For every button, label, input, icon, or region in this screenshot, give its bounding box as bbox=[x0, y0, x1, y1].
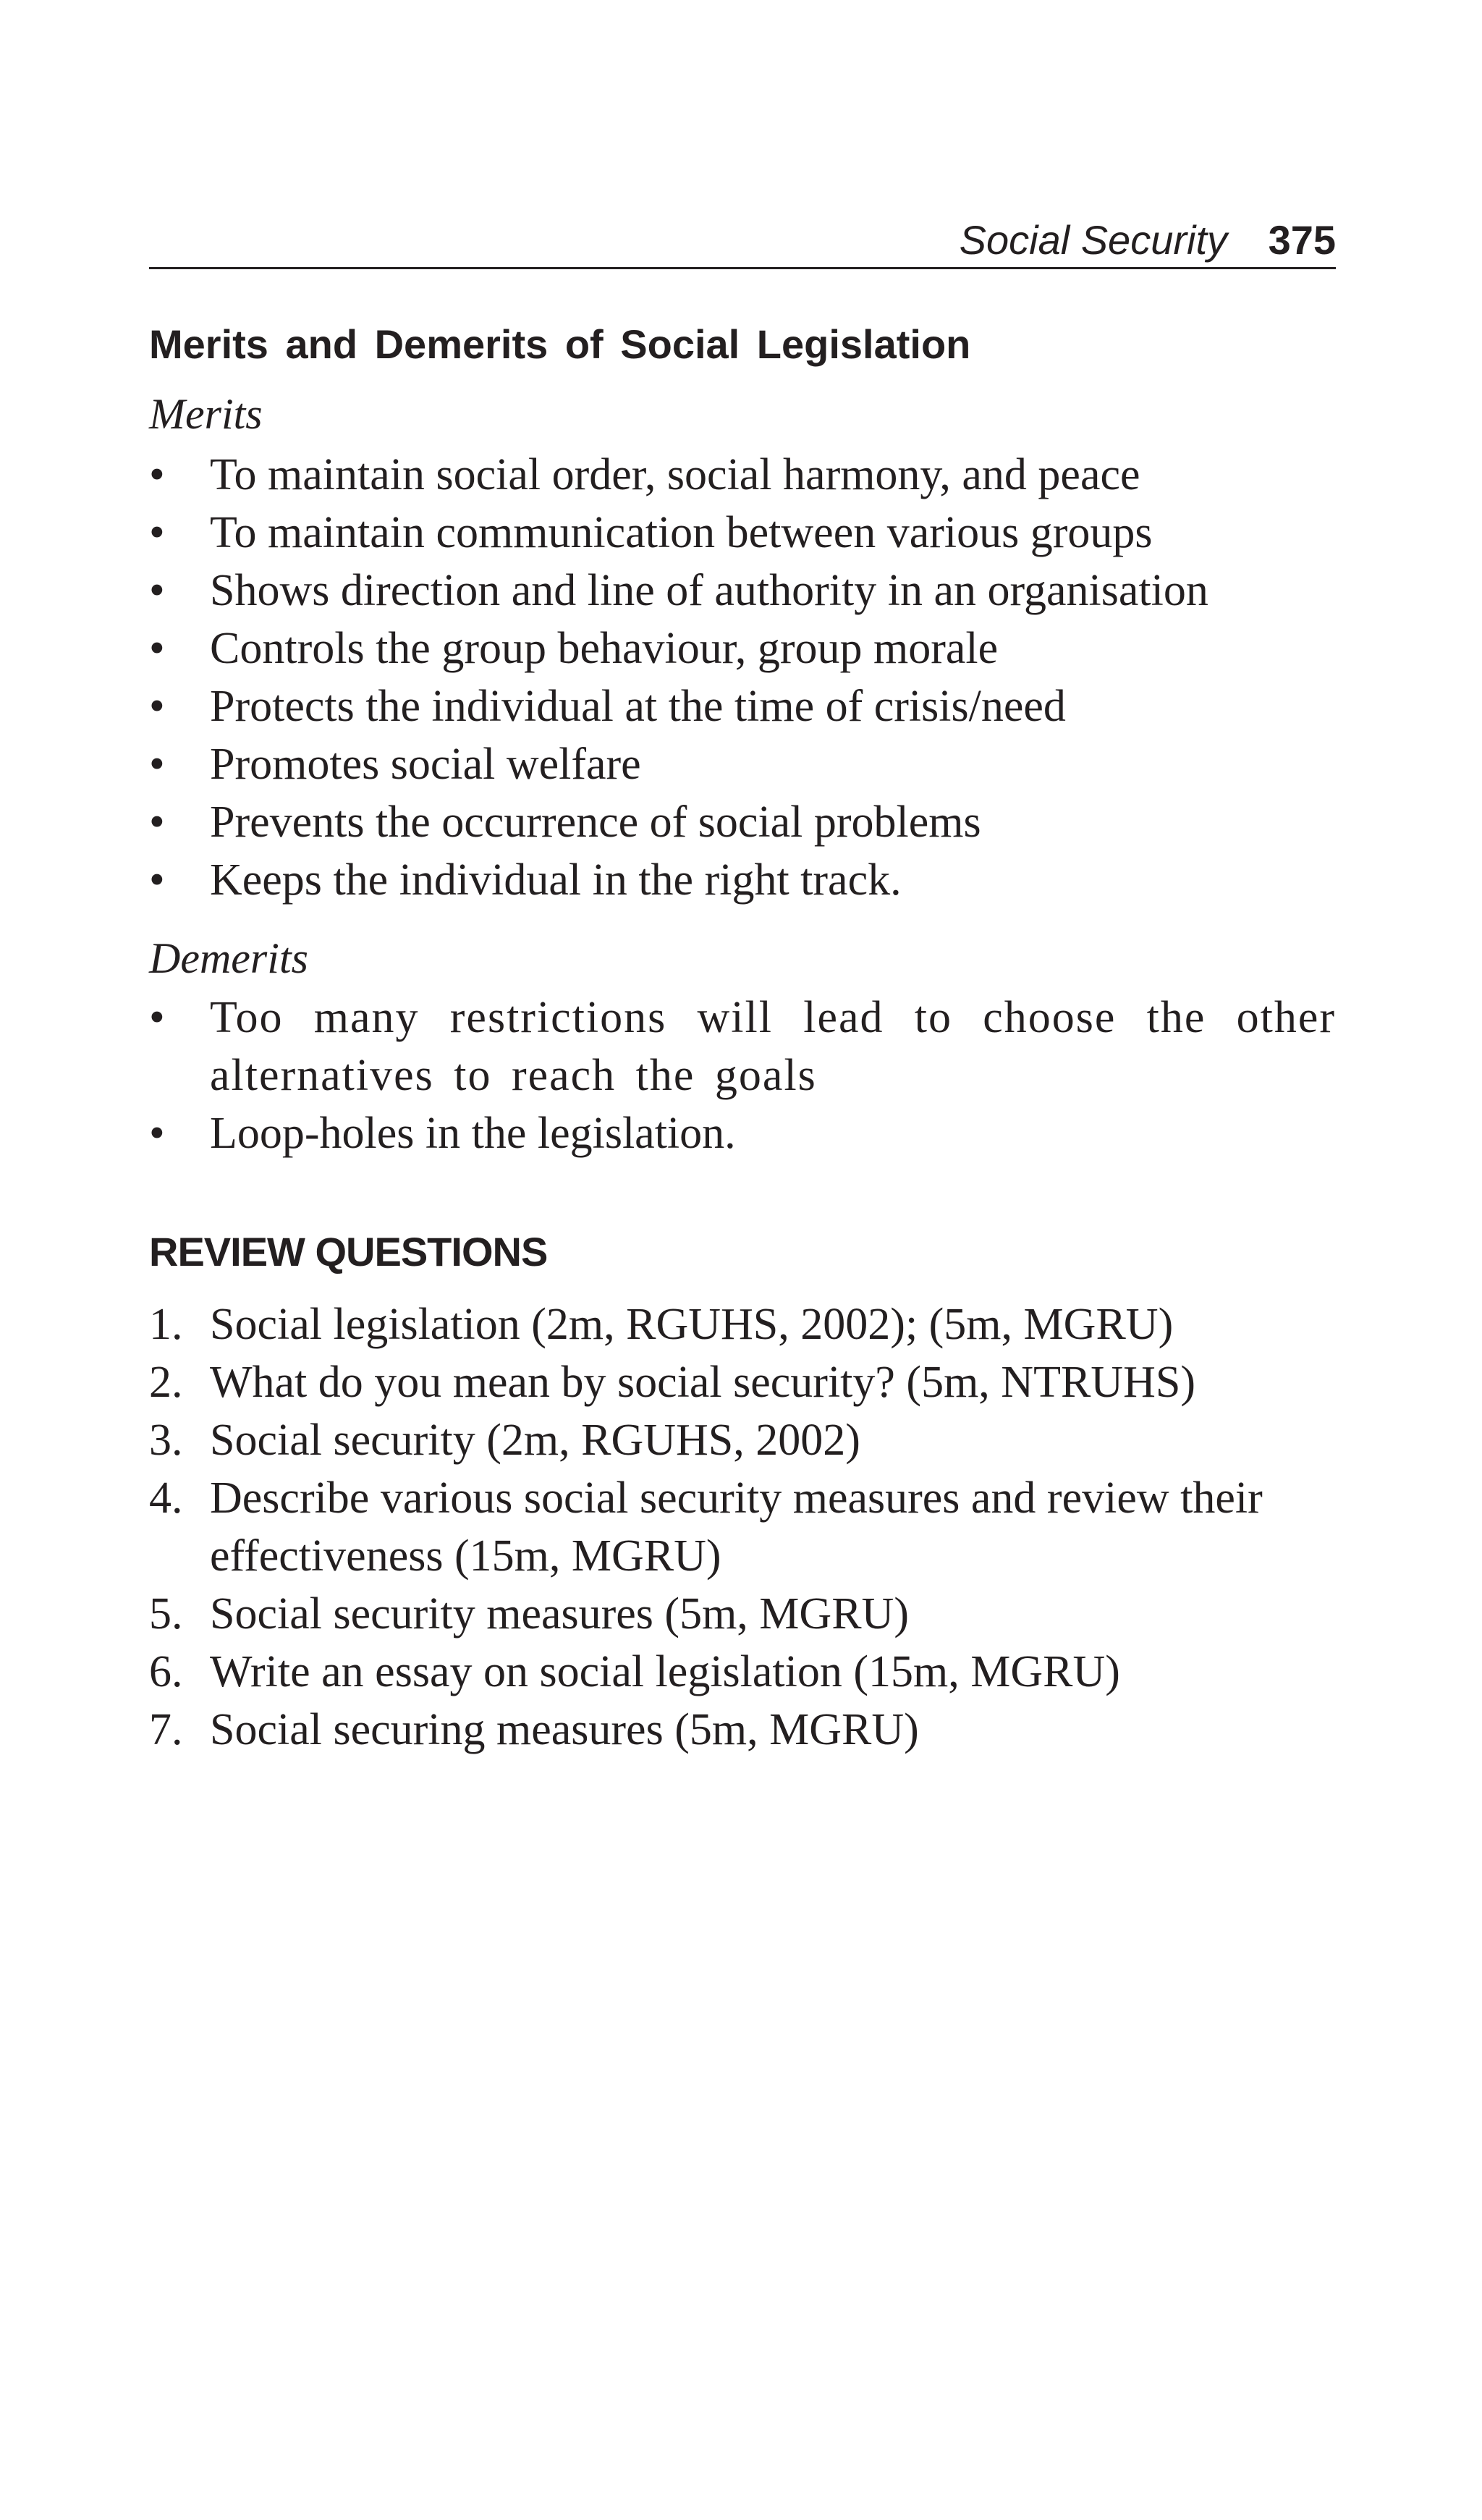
list-item bbox=[149, 562, 1336, 620]
question-item bbox=[149, 1411, 1336, 1469]
list-item bbox=[149, 504, 1336, 562]
bullet-marker: • bbox=[149, 508, 165, 557]
question-number: 1. bbox=[149, 1300, 183, 1349]
merit-text: To maintain communication between various groups bbox=[210, 508, 1153, 557]
running-header bbox=[149, 210, 1336, 269]
demerit-text: Too many restrictions will lead to choose the other alternatives to reach the goals bbox=[210, 993, 1336, 1100]
merit-text: Protects the individual at the time of crisis/need bbox=[210, 682, 1066, 731]
list-item bbox=[149, 1104, 1336, 1162]
question-item bbox=[149, 1643, 1336, 1701]
list-item bbox=[149, 735, 1336, 793]
merit-text: Keeps the individual in the right track. bbox=[210, 855, 902, 905]
merit-text: Promotes social welfare bbox=[210, 740, 641, 789]
running-title: Social Security bbox=[959, 217, 1227, 263]
question-text: Social legislation (2m, RGUHS, 2002); (5m, MGRU) bbox=[210, 1300, 1174, 1349]
merit-text: To maintain social order, social harmony, and peace bbox=[210, 450, 1140, 499]
question-item bbox=[149, 1295, 1336, 1353]
list-item bbox=[149, 677, 1336, 735]
list-item bbox=[149, 446, 1336, 504]
question-number: 3. bbox=[149, 1416, 183, 1465]
question-number: 7. bbox=[149, 1705, 183, 1754]
bullet-marker: • bbox=[149, 450, 165, 499]
merit-text: Shows direction and line of authority in an organisation bbox=[210, 566, 1208, 615]
question-item bbox=[149, 1701, 1336, 1759]
question-number: 5. bbox=[149, 1589, 183, 1639]
merit-text: Controls the group behaviour, group morale bbox=[210, 624, 999, 673]
question-text: Describe various social security measures and review their effectiveness (15m, MGRU) bbox=[210, 1473, 1263, 1581]
merits-subheading: Merits bbox=[149, 390, 263, 438]
bullet-marker: • bbox=[149, 1109, 165, 1158]
demerit-text: Loop-holes in the legislation. bbox=[210, 1109, 736, 1158]
bullet-marker: • bbox=[149, 740, 165, 789]
bullet-marker: • bbox=[149, 566, 165, 615]
list-item bbox=[149, 989, 1336, 1104]
merits-list bbox=[149, 446, 1336, 909]
section-heading: Merits and Demerits of Social Legislation bbox=[149, 321, 971, 367]
page-number: 375 bbox=[1268, 217, 1336, 263]
question-item bbox=[149, 1585, 1336, 1643]
question-item bbox=[149, 1469, 1336, 1585]
list-item bbox=[149, 851, 1336, 909]
question-number: 4. bbox=[149, 1473, 183, 1523]
demerits-list bbox=[149, 989, 1336, 1162]
question-text: Social securing measures (5m, MGRU) bbox=[210, 1705, 919, 1754]
question-text: Social security measures (5m, MGRU) bbox=[210, 1589, 909, 1639]
merit-text: Prevents the occurrence of social problems bbox=[210, 798, 981, 847]
question-number: 6. bbox=[149, 1647, 183, 1696]
list-item bbox=[149, 793, 1336, 851]
demerits-subheading: Demerits bbox=[149, 934, 308, 982]
question-item bbox=[149, 1353, 1336, 1411]
bullet-marker: • bbox=[149, 798, 165, 847]
list-item bbox=[149, 620, 1336, 677]
bullet-marker: • bbox=[149, 993, 166, 1042]
question-text: What do you mean by social security? (5m, NTRUHS) bbox=[210, 1358, 1195, 1407]
question-text: Write an essay on social legislation (15m, MGRU) bbox=[210, 1647, 1120, 1696]
review-questions-list bbox=[149, 1295, 1336, 1759]
review-heading: REVIEW QUESTIONS bbox=[149, 1229, 548, 1274]
question-number: 2. bbox=[149, 1358, 183, 1407]
bullet-marker: • bbox=[149, 624, 165, 673]
question-text: Social security (2m, RGUHS, 2002) bbox=[210, 1416, 860, 1465]
bullet-marker: • bbox=[149, 855, 165, 905]
bullet-marker: • bbox=[149, 682, 165, 731]
